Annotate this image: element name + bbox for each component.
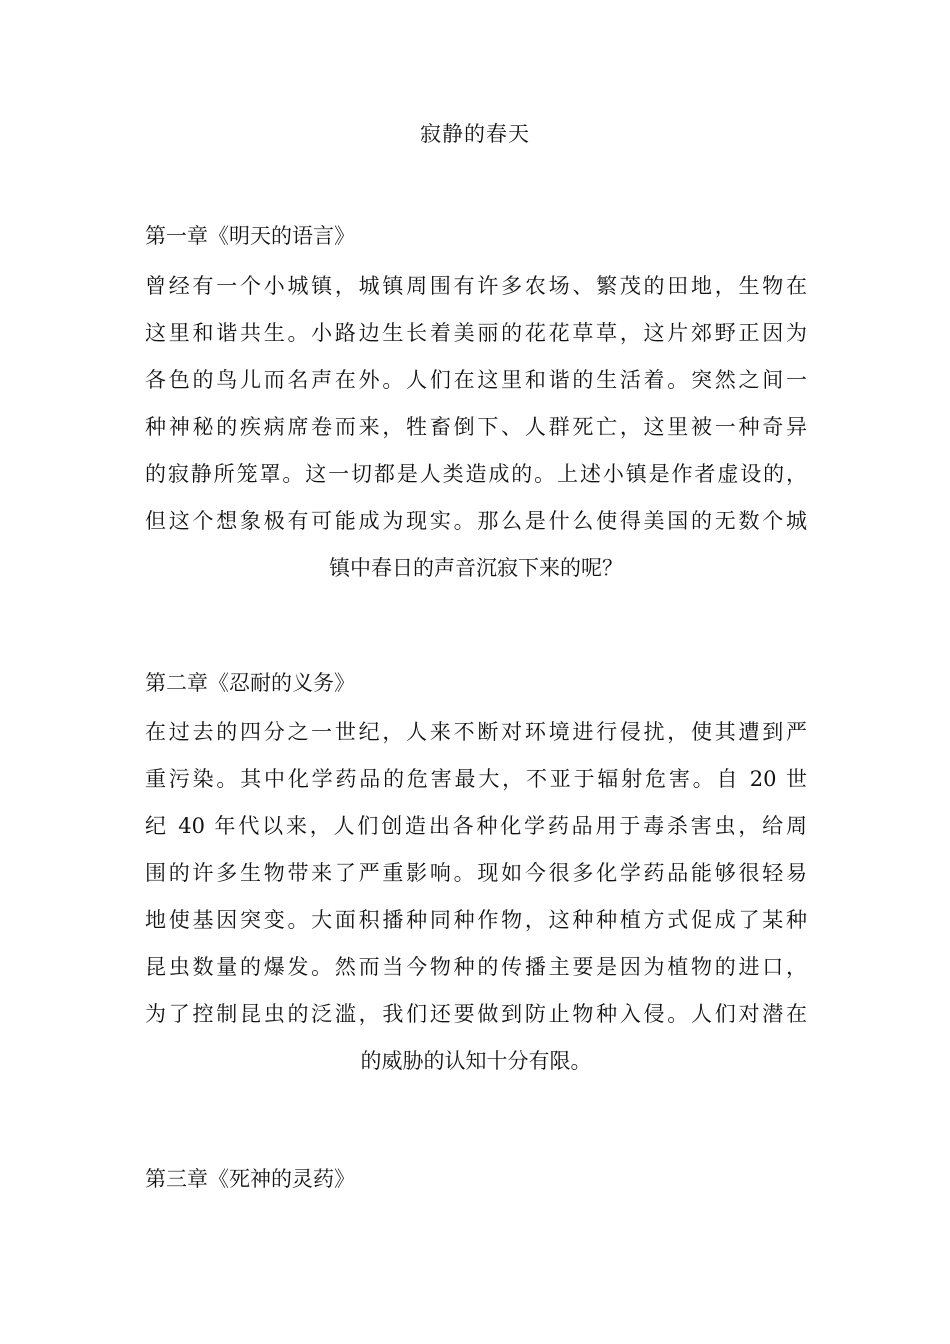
chapter-1-line: 曾经有一个小城镇，城镇周围有许多农场、繁茂的田地，生物在	[145, 274, 807, 298]
chapter-2-heading: 第二章《忍耐的义务》	[145, 671, 355, 695]
chapter-1-body	[145, 263, 807, 592]
chapter-2-line: 昆虫数量的爆发。然而当今物种的传播主要是因为植物的进口，	[145, 955, 807, 979]
chapter-2-line: 纪 40 年代以来，人们创造出各种化学药品用于毒杀害虫，给周	[145, 814, 807, 838]
chapter-2-body	[145, 709, 807, 1085]
chapter-2-line: 为了控制昆虫的泛滥，我们还要做到防止物种入侵。人们对潜在	[145, 1002, 807, 1026]
chapter-1-line: 但这个想象极有可能成为现实。那么是什么使得美国的无数个城	[145, 509, 807, 533]
chapter-1-line: 各色的鸟儿而名声在外。人们在这里和谐的生活着。突然之间一	[145, 368, 807, 392]
document-title: 寂静的春天	[420, 122, 530, 146]
chapter-2-line: 围的许多生物带来了严重影响。现如今很多化学药品能够很轻易	[145, 861, 807, 885]
chapter-2-line: 的威胁的认知十分有限。	[360, 1049, 592, 1073]
chapter-1-line: 这里和谐共生。小路边生长着美丽的花花草草，这片郊野正因为	[145, 321, 807, 345]
chapter-1-line: 的寂静所笼罩。这一切都是人类造成的。上述小镇是作者虚设的，	[145, 462, 807, 486]
chapter-2-line: 重污染。其中化学药品的危害最大，不亚于辐射危害。自 20 世	[145, 767, 807, 791]
chapter-2-line: 在过去的四分之一世纪，人来不断对环境进行侵扰，使其遭到严	[145, 720, 807, 744]
chapter-2-line: 地使基因突变。大面积播种同种作物，这种种植方式促成了某种	[145, 908, 807, 932]
chapter-1-line: 种神秘的疾病席卷而来，牲畜倒下、人群死亡，这里被一种奇异	[145, 415, 807, 439]
chapter-3-heading: 第三章《死神的灵药》	[145, 1167, 355, 1191]
chapter-1-heading: 第一章《明天的语言》	[145, 224, 355, 248]
chapter-1-line: 镇中春日的声音沉寂下来的呢？	[329, 556, 623, 580]
